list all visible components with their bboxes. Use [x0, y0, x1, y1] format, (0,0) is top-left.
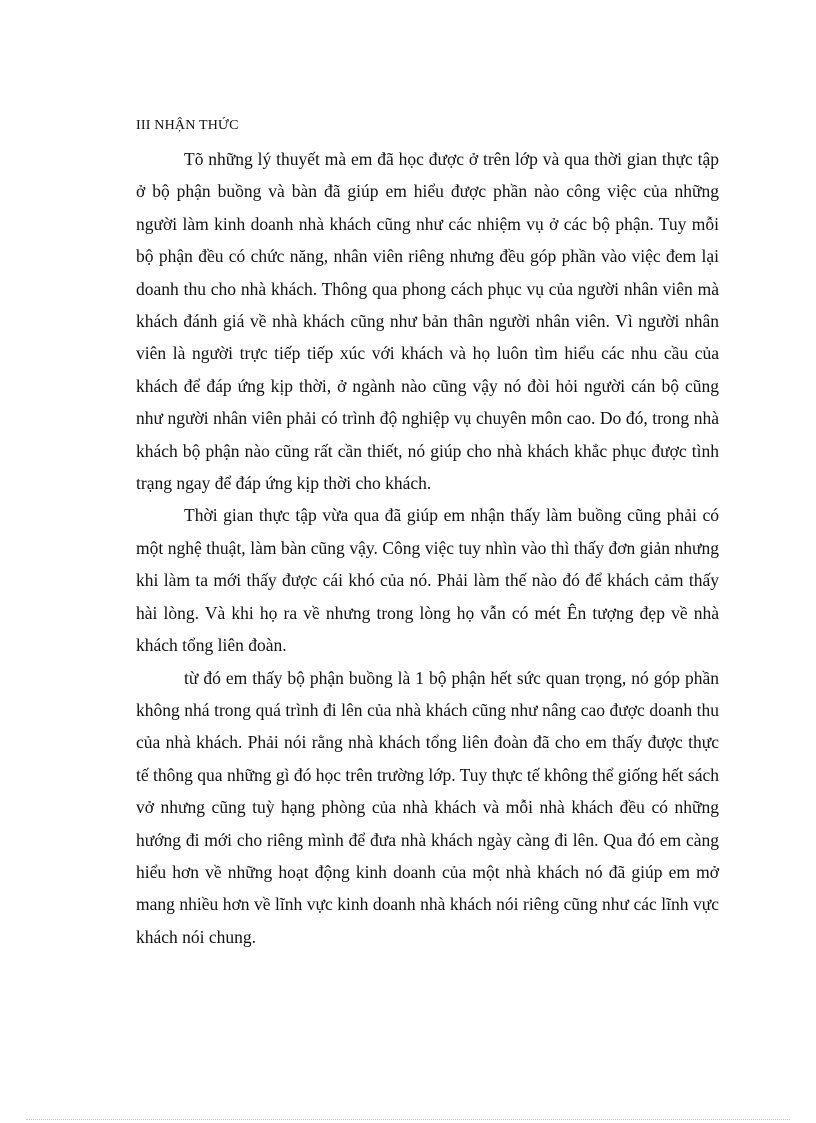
paragraph-3: từ đó em thấy bộ phận buồng là 1 bộ phận hết sức quan trọng, nó góp phần không nhá trong quá trình đi lên của nhà khách cũng như nâng cao được doanh thu của nhà khách. Phải nói rằng nhà khách tổng liên đoàn đã cho em thấy được thực tế thông qua những gì đó học trên trường lớp. Tuy thực tế không thể giống hết sách vở nhưng cũng tuỳ hạng phòng của nhà khách và mỗi nhà khách đều có những hướng đi mới cho riêng mình để đưa nhà khách ngày càng đi lên. Qua đó em càng hiểu hơn về những hoạt động kinh doanh của một nhà khách nó đã giúp em mở mang nhiều hơn về lĩnh vực kinh doanh nhà khách nói riêng cũng như các lĩnh vực khách nói chung. [136, 667, 719, 947]
document-body [136, 116, 719, 953]
section-heading: III NHẬN THỨC [136, 118, 239, 133]
paragraph-2: Thời gian thực tập vừa qua đã giúp em nhận thấy làm buồng cũng phải có một nghệ thuật, làm bàn cũng vậy. Công việc tuy nhìn vào thì thấy đơn giản nhưng khi làm ta mới thấy được cái khó của nó. Phải làm thế nào đó để khách cảm thấy hài lòng. Và khi họ ra về nhưng trong lòng họ vẫn có mét Ên tượng đẹp về nhà khách tổng liên đoàn. [136, 505, 719, 656]
paragraph-1: Tõ những lý thuyết mà em đã học được ở trên lớp và qua thời gian thực tập ở bộ phận buồng và bàn đã giúp em hiểu được phần nào công việc của những người làm kinh doanh nhà khách cũng như các nhiệm vụ ở các bộ phận. Tuy mỗi bộ phận đều có chức năng, nhân viên riêng nhưng đều góp phần vào việc đem lại doanh thu cho nhà khách. Thông qua phong cách phục vụ của người nhân viên mà khách đánh giá về nhà khách cũng như bản thân người nhân viên. Vì người nhân viên là người trực tiếp tiếp xúc với khách và họ luôn tìm hiểu các nhu cầu của khách để đáp ứng kịp thời, ở ngành nào cũng vậy nó đòi hỏi người cán bộ cũng như người nhân viên phải có trình độ nghiệp vụ chuyên môn cao. Do đó, trong nhà khách bộ phận nào cũng rất cần thiết, nó giúp cho nhà khách khắc phục được tình trạng ngay để đáp ứng kịp thời cho khách. [136, 149, 719, 494]
page-bottom-divider [26, 1119, 790, 1120]
